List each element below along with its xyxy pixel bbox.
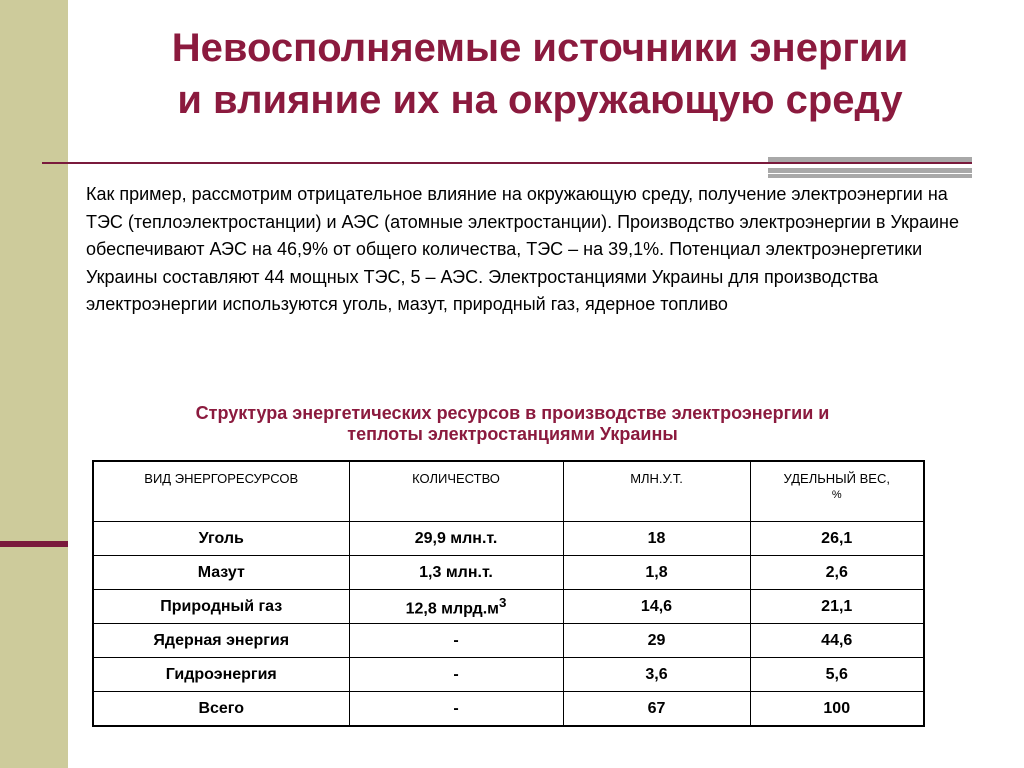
table-title-line1: Структура энергетических ресурсов в производстве электроэнергии и bbox=[195, 403, 830, 423]
header-mln-tce: МЛН.У.Т. bbox=[563, 461, 750, 522]
header-share-label: УДЕЛЬНЫЙ ВЕС, bbox=[783, 471, 890, 486]
cell-share: 21,1 bbox=[750, 590, 924, 624]
cell-mln: 29 bbox=[563, 624, 750, 658]
cell-share: 2,6 bbox=[750, 556, 924, 590]
cell-mln: 14,6 bbox=[563, 590, 750, 624]
cell-quantity-value: 12,8 млрд.м bbox=[405, 600, 499, 618]
gray-bar-decoration bbox=[768, 174, 972, 178]
table-row bbox=[93, 556, 924, 590]
table-row bbox=[93, 624, 924, 658]
cell-mln: 18 bbox=[563, 522, 750, 556]
table-row-total bbox=[93, 692, 924, 727]
cell-type: Всего bbox=[93, 692, 349, 727]
cell-quantity-exponent: 3 bbox=[498, 594, 507, 610]
cell-quantity: 29,9 млн.т. bbox=[349, 522, 563, 556]
side-rule-decoration bbox=[0, 541, 68, 547]
table-row bbox=[93, 658, 924, 692]
energy-resources-table bbox=[92, 460, 925, 727]
cell-quantity: - bbox=[349, 692, 563, 727]
header-quantity: КОЛИЧЕСТВО bbox=[349, 461, 563, 522]
cell-type: Мазут bbox=[93, 556, 349, 590]
header-share bbox=[750, 461, 924, 522]
cell-mln: 67 bbox=[563, 692, 750, 727]
slide-title-line2: и влияние их на окружающую среду bbox=[177, 78, 903, 122]
gray-bar-decoration bbox=[768, 168, 972, 173]
cell-mln: 1,8 bbox=[563, 556, 750, 590]
table-title-line2: теплоты электростанциями Украины bbox=[347, 424, 678, 444]
cell-share: 44,6 bbox=[750, 624, 924, 658]
side-band-decoration bbox=[0, 0, 68, 768]
intro-paragraph: Как пример, рассмотрим отрицательное влияние на окружающую среду, получение электроэнергии на ТЭС (теплоэлектростанции) и АЭС (атомные электростанции). Производство электроэнергии в Украине обеспечивают АЭС на 46,9% от общего количества, ТЭС – на 39,1%. Потенциал электроэнергетики Украины составляют 44 мощных ТЭС, 5 – АЭС. Электростанциями Украины для производства электроэнергии используются уголь, мазут, природный газ, ядерное топливо bbox=[86, 184, 959, 314]
gray-bar-decoration bbox=[768, 157, 972, 162]
table-row bbox=[93, 522, 924, 556]
cell-type: Гидроэнергия bbox=[93, 658, 349, 692]
cell-type: Уголь bbox=[93, 522, 349, 556]
slide-title-line1: Невосполняемые источники энергии bbox=[171, 26, 909, 70]
cell-mln: 3,6 bbox=[563, 658, 750, 692]
header-resource-type: ВИД ЭНЕРГОРЕСУРСОВ bbox=[93, 461, 349, 522]
table-title bbox=[90, 403, 935, 445]
cell-share: 100 bbox=[750, 692, 924, 727]
slide-title bbox=[90, 22, 990, 126]
title-divider bbox=[42, 162, 972, 164]
cell-share: 26,1 bbox=[750, 522, 924, 556]
header-share-unit: % bbox=[831, 489, 842, 501]
cell-type: Ядерная энергия bbox=[93, 624, 349, 658]
cell-type: Природный газ bbox=[93, 590, 349, 624]
cell-quantity bbox=[349, 590, 563, 624]
cell-share: 5,6 bbox=[750, 658, 924, 692]
table-header-row bbox=[93, 461, 924, 522]
cell-quantity: - bbox=[349, 658, 563, 692]
cell-quantity: - bbox=[349, 624, 563, 658]
table-row bbox=[93, 590, 924, 624]
cell-quantity: 1,3 млн.т. bbox=[349, 556, 563, 590]
